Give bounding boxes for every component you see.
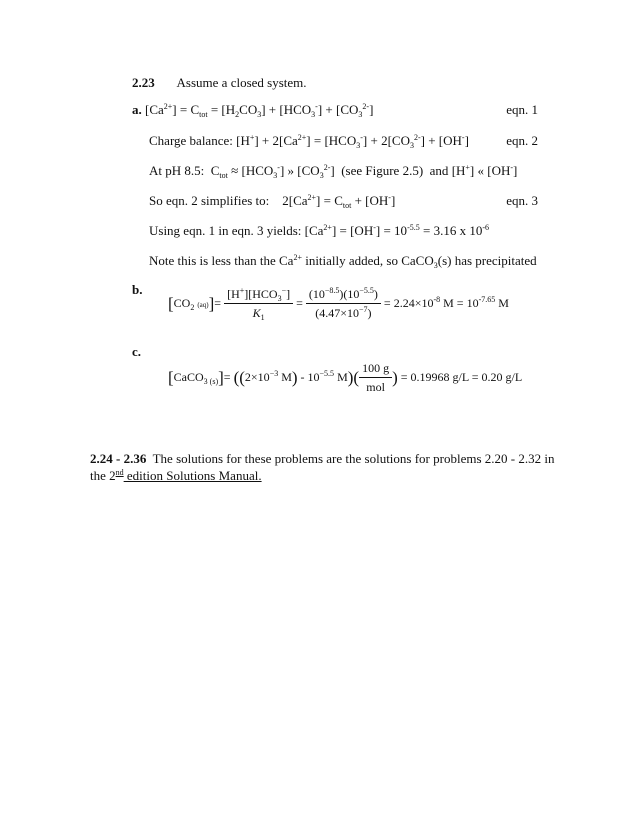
note-text-1: Note this is less than the Ca — [149, 253, 294, 268]
eqn-2-label: eqn. 2 — [506, 133, 538, 148]
eqn-1-label: eqn. 1 — [506, 102, 538, 117]
result-value: = 3.16 x 10 — [422, 223, 483, 238]
using-text: Using eqn. 1 in eqn. 3 yields: — [149, 223, 302, 238]
problem-intro: Assume a closed system. — [176, 75, 307, 90]
part-b-fraction-2: $\frac{(10^{-8.5})(10^{-5.5})}{(4.47\times 10^{-7})}$ — [306, 287, 381, 321]
see-figure-text: (see Figure 2.5) — [341, 163, 424, 178]
problem-number: 2.23 — [132, 75, 155, 90]
part-a-label: a. — [132, 102, 142, 117]
problem-2-24-text-1: The solutions for these problems are the solutions for problems 2.20 - 2.32 in — [152, 451, 555, 466]
part-b-equation: [$CO_2$ (aq)]= $\frac{[H^+][HCO_3^-]}{K_1}$ = $\frac{(10^{-8.5})(10^{-5.5})}{(4.47\times 10^{-7})}$ = $2.24\times 10^{-8}$ $M = 10^{-7.65}$ M — [168, 286, 509, 322]
note-text-3: (s) has precipitated — [437, 253, 537, 268]
part-b-result-2: M = 10 — [443, 295, 479, 310]
part-c-result: = 0.19968 g/L = 0.20 g/L — [400, 369, 523, 384]
part-a-mass-balance: a. $[Ca^{2+}] = C_{tot} = [H_2CO_3] + [HCO_3^-] + [CO_3^{2-}]$ — [132, 102, 374, 119]
note-text-2: initially added, so CaCO — [305, 253, 434, 268]
part-b-fraction-1: $\frac{[H^+][HCO_3^-]}{K_1}$ — [224, 287, 293, 321]
problem-header — [132, 75, 307, 91]
simplify-line: So eqn. 2 simplifies to: $2[Ca^{2+}] = C_{tot} + [OH^-]$ — [149, 193, 396, 210]
ph-line: At pH 8.5: $C_{tot} \approx [HCO_3^-]$ » $[CO_3^{2-}]$ (see Figure 2.5) and [H+] « [OH-] — [149, 163, 518, 180]
edition-reference: edition Solutions Manual. — [123, 468, 262, 483]
problem-2-24-line-1 — [90, 451, 554, 467]
note-line: Note this is less than the $Ca^{2+}$ initially added, so CaCO$_3$(s) has precipitated — [149, 253, 537, 270]
part-c-fraction: $\frac{100 g}{\text{mol}}$ — [359, 361, 392, 395]
ph-prefix: At pH 8.5: — [149, 163, 205, 178]
part-b-label: b. — [132, 282, 143, 297]
part-c-equation: [CaCO$_{3 (s)}$]= (($2\times 10^{-3}$ $M) - 10^{-5.5}$ M)( $\frac{100 g}{\text{mol}}$ ) = 0.19968 g/L = 0.20 g/L — [168, 361, 523, 394]
simplify-text: So eqn. 2 simplifies to: — [149, 193, 270, 208]
eqn-3-label: eqn. 3 — [506, 193, 538, 208]
charge-balance-label: Charge balance: — [149, 133, 233, 148]
problem-2-24-line-2: the 2nd edition Solutions Manual. — [90, 468, 262, 483]
part-c-label: c. — [132, 344, 142, 359]
using-line: Using eqn. 1 in eqn. 3 yields: $[Ca^{2+}] = [OH^-] = 10^{-5.5} = 3.16$ x $10^{-6}$ — [149, 223, 489, 238]
charge-balance-line: Charge balance: $[H^+] + 2[Ca^{2+}] = [HCO_3^-] + 2[CO_3^{2-}] + [OH^-]$ — [149, 133, 469, 150]
problem-range: 2.24 - 2.36 — [90, 451, 147, 466]
and-text: and — [429, 163, 449, 178]
part-b-result: = 2.24×10 — [383, 295, 434, 310]
